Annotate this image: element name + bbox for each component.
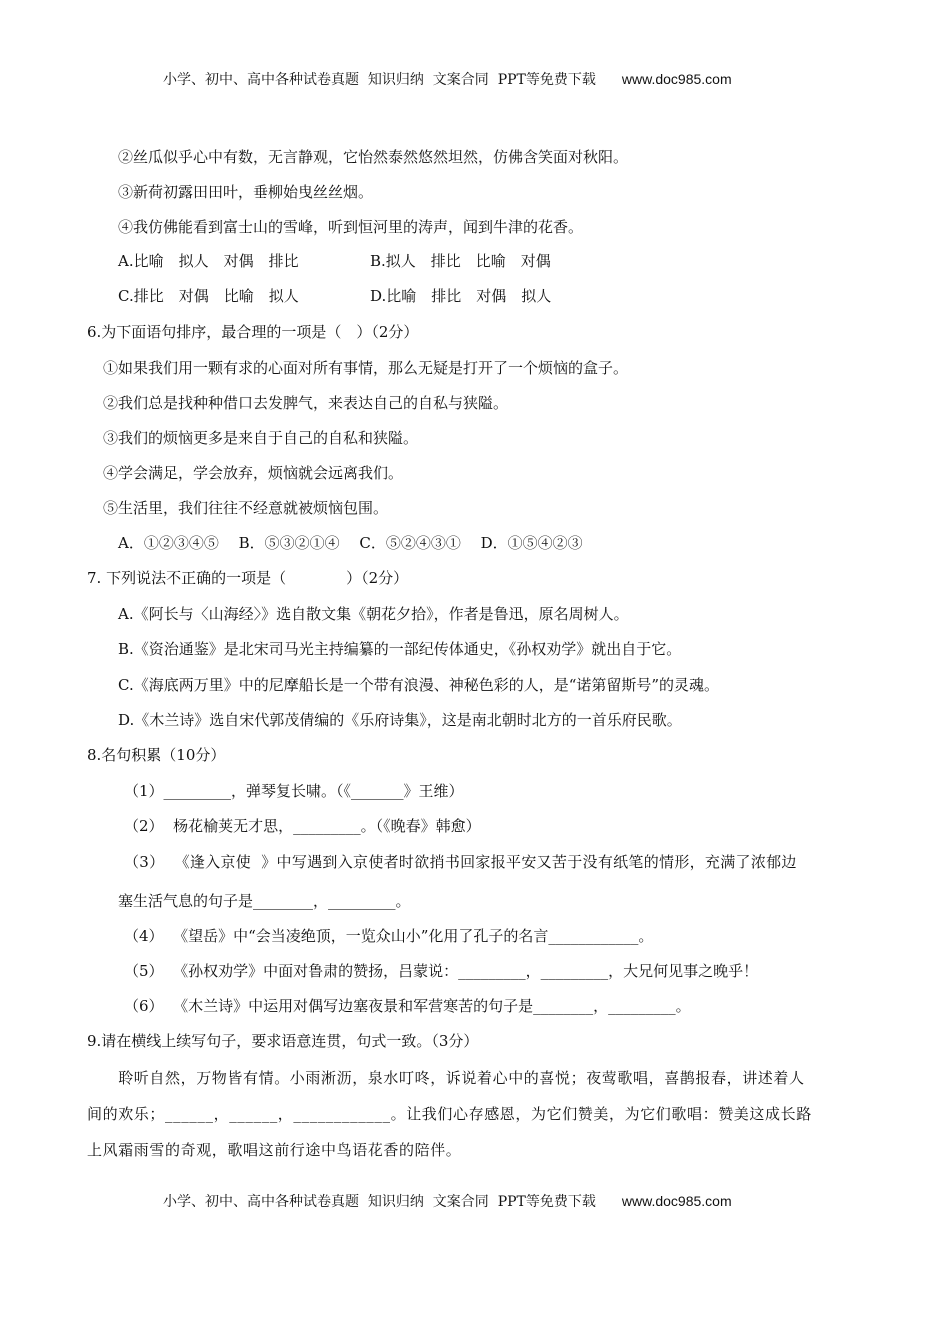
q8-title: 8.名句积累（10分） [87,746,226,764]
header-url: www.doc985.com [621,71,732,87]
q8-item: （1）_________，弹琴复长啸。（《_______》王维） [124,782,464,800]
q9-paragraph-line: 间的欢乐；______，______，____________。让我们心存感恩，为它们赞美，为它们歌唱：赞美这成长路 [87,1105,812,1123]
q9-paragraph-line: 聆听自然，万物皆有情。小雨淅沥，泉水叮咚，诉说着心中的喜悦；夜莺歌唱，喜鹊报春，讲述着人 [87,1069,805,1087]
q8-item-cont: 塞生活气息的句子是________，_________。 [118,892,411,910]
q7-option-b: B.《资治通鉴》是北宋司马光主持编纂的一部纪传体通史，《孙权劝学》就出自于它。 [118,640,682,658]
q5-option-b: B.拟人 排比 比喻 对偶 [370,252,551,270]
q8-item: （5） 《孙权劝学》中面对鲁肃的赞扬，吕蒙说：_________，_________，大兄何见事之晚乎！ [124,962,759,980]
q5-item: ③新荷初露田田叶，垂柳始曳丝丝烟。 [118,183,374,201]
q8-item: （4） 《望岳》中“会当凌绝顶，一览众山小”化用了孔子的名言____________。 [124,927,654,945]
q8-item: （3） 《逢入京使 》中写遇到入京使者时欲捎书回家报平安又苦于没有纸笔的情形，充满了浓郁边 [124,853,797,871]
q8-item: （2） 杨花榆荚无才思，_________。（《晚春》韩愈） [124,817,481,835]
q6-title: 6.为下面语句排序，最合理的一项是（ ）（2分） [87,323,419,341]
q6-item: ②我们总是找种种借口去发脾气，来表达自己的自私与狭隘。 [103,394,509,412]
q7-option-d: D.《木兰诗》选自宋代郭茂倩编的《乐府诗集》，这是南北朝时北方的一首乐府民歌。 [118,711,682,729]
q9-title: 9.请在横线上续写句子，要求语意连贯，句式一致。（3分） [87,1032,479,1050]
q8-item: （6） 《木兰诗》中运用对偶写边塞夜景和军营寒苦的句子是________，_________。 [124,997,691,1015]
q5-item: ②丝瓜似乎心中有数，无言静观，它怡然泰然悠然坦然，仿佛含笑面对秋阳。 [118,148,629,166]
page-header [163,69,732,90]
q5-option-a: A.比喻 拟人 对偶 排比 [118,252,299,270]
q5-option-c: C.排比 对偶 比喻 拟人 [118,287,299,305]
footer-text: 小学、初中、高中各种试卷真题 知识归纳 文案合同 PPT等免费下载 [163,1194,596,1210]
q7-option-a: A.《阿长与〈山海经〉》选自散文集《朝花夕拾》，作者是鲁迅，原名周树人。 [118,605,629,623]
q5-option-d: D.比喻 排比 对偶 拟人 [370,287,552,305]
footer-url: www.doc985.com [621,1193,732,1209]
q5-item: ④我仿佛能看到富士山的雪峰，听到恒河里的涛声，闻到牛津的花香。 [118,218,584,236]
q6-item: ①如果我们用一颗有求的心面对所有事情，那么无疑是打开了一个烦恼的盒子。 [103,359,629,377]
header-text: 小学、初中、高中各种试卷真题 知识归纳 文案合同 PPT等免费下载 [163,72,596,88]
q6-item: ③我们的烦恼更多是来自于自己的自私和狭隘。 [103,429,419,447]
q9-paragraph-line: 上风霜雨雪的奇观，歌唱这前行途中鸟语花香的陪伴。 [87,1141,462,1159]
q7-option-c: C.《海底两万里》中的尼摩船长是一个带有浪漫、神秘色彩的人，是“诺第留斯号”的灵魂。 [118,676,720,694]
q6-options: A．①②③④⑤ B．⑤③②①④ C．⑤②④③① D．①⑤④②③ [118,534,583,552]
q6-item: ④学会满足，学会放弃，烦恼就会远离我们。 [103,464,404,482]
page-footer [163,1191,732,1212]
q6-item: ⑤生活里，我们往往不经意就被烦恼包围。 [103,499,389,517]
q7-title: 7. 下列说法不正确的一项是（ ）（2分） [87,569,409,587]
